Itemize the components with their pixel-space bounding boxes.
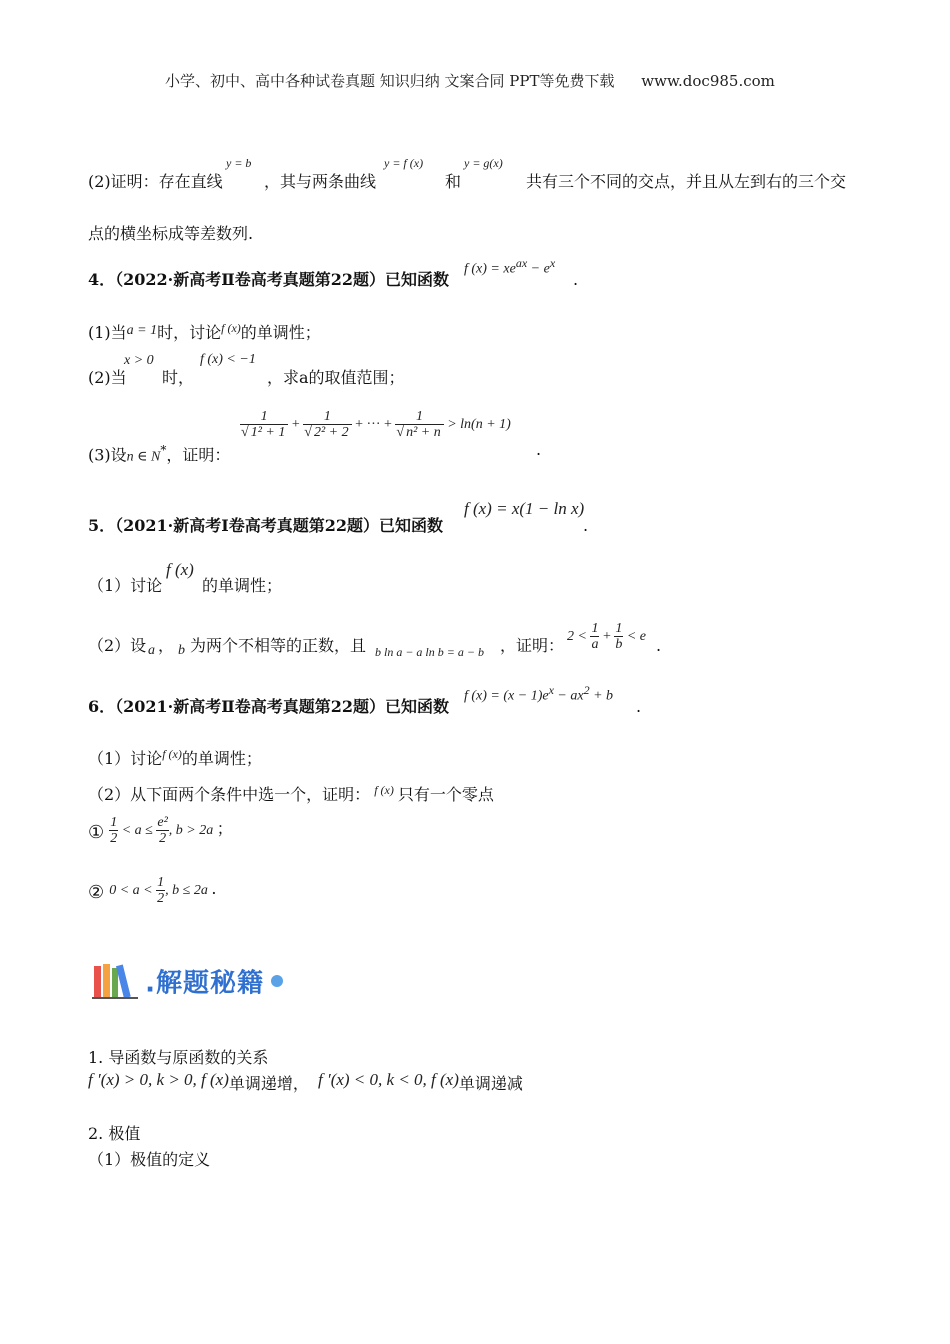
q4-title: 4．（2022·新高考Ⅱ卷高考真题第22题）已知函数 <box>88 270 449 289</box>
q6-part1: （1）讨论$^{f (x)}$的单调性； <box>88 747 262 768</box>
k1-heading: 1. 导函数与原函数的关系 <box>88 1048 269 1067</box>
q4-inequality: $\frac{1}{\text{√ 1² + 1}}$ + $\frac{1}{\text{√ 2² + 2}}$ + ··· + $\frac{1}{\text{√ n² + n}}$ > ln(n + 1) <box>241 409 511 440</box>
q5-var-a: a <box>148 643 155 658</box>
k2-subheading: （1）极值的定义 <box>88 1150 211 1169</box>
q5-function: f (x) = x(1 − ln x) <box>464 499 585 518</box>
q4-function: f $(x) = xe^{ax} - e^x$ <box>464 256 556 277</box>
q4-end-dot: . <box>536 440 542 459</box>
q5-var-b: b <box>178 643 185 658</box>
q5-title: 5．（2021·新高考Ⅰ卷高考真题第22题）已知函数 <box>88 516 443 535</box>
q4-part2-b: 时， <box>162 368 195 387</box>
q5-end-dot: . <box>656 636 662 655</box>
q5-sep: ， <box>158 636 175 655</box>
q3-math-y-eq-gx: y = g(x) <box>464 156 503 170</box>
q5-part2-c: ，证明： <box>500 636 565 655</box>
secrets-title: .解题秘籍 <box>145 968 264 999</box>
q3-part2-line2: 点的横坐标成等差数列. <box>88 224 254 243</box>
k2-heading: 2. 极值 <box>88 1124 141 1143</box>
q4-part1: (1)当a = 1时，讨论$^{f (x)}$的单调性； <box>88 321 321 342</box>
q6-condition-1: ① $\frac{1}{2}$ < a ≤ $\frac{\text{e²}}{2}$ , b > 2a ； <box>88 815 233 846</box>
header-text: 小学、初中、高中各种试卷真题 知识归纳 文案合同 PPT等免费下载 <box>165 72 615 90</box>
k1-line: f ′(x) > 0, k > 0, f (x)单调递增， f ′(x) < 0, k < 0, f (x)单调递减 <box>88 1070 523 1093</box>
secrets-section-header <box>92 962 283 1002</box>
header-url: www.doc985.com <box>641 72 775 90</box>
q3-math-y-eq-fx: y = f (x) <box>384 156 424 170</box>
q6-condition-2: ② 0 < a < $\frac{1}{2}$ , b ≤ 2a . <box>88 875 217 906</box>
q5-dot: . <box>583 516 589 535</box>
q3-math-y-eq-b: y = b <box>226 156 252 170</box>
q5-part1-a: （1）讨论 <box>88 576 163 595</box>
q6-dot: . <box>636 697 642 716</box>
q5-part2-a: （2）设 <box>88 636 147 655</box>
q5-part1-b: 的单调性； <box>202 576 283 595</box>
q3-part2-line1: (2)证明：存在直线 <box>88 172 223 191</box>
q6-function: f $(x) = (x - 1)e^x - ax^2 + b$ <box>464 683 614 704</box>
q4-math-x-gt-0: x > 0 <box>124 353 154 368</box>
title-dot-icon <box>271 975 283 987</box>
q5-condition: b ln a − a ln b = a − b <box>375 645 484 659</box>
q4-part3-a: (3)设n ∈ N*，证明： <box>88 443 231 465</box>
q4-math-fx-lt: f (x) < −1 <box>200 352 256 367</box>
q5-part2-b: 为两个不相等的正数，且 <box>190 636 367 655</box>
q4-part2-a: (2)当 <box>88 368 127 387</box>
books-icon <box>92 962 140 1000</box>
page-header <box>165 70 775 91</box>
q4-dot: . <box>573 270 579 289</box>
q6-title: 6．（2021·新高考Ⅱ卷高考真题第22题）已知函数 <box>88 697 449 716</box>
q5-inequality: 2 < $\frac{1}{a}$ + $\frac{1}{b}$ < e <box>567 621 647 652</box>
q6-part2: （2）从下面两个条件中选一个，证明： $^{f (x)}$ 只有一个零点 <box>88 783 494 804</box>
q5-part1-fx: f (x) <box>166 560 194 579</box>
q3-text-b: ，其与两条曲线 <box>264 172 377 191</box>
q4-part2-c: ，求a的取值范围； <box>267 368 405 387</box>
q3-text-and: 和 <box>445 172 462 191</box>
q3-text-d: 共有三个不同的交点，并且从左到右的三个交 <box>526 172 847 191</box>
